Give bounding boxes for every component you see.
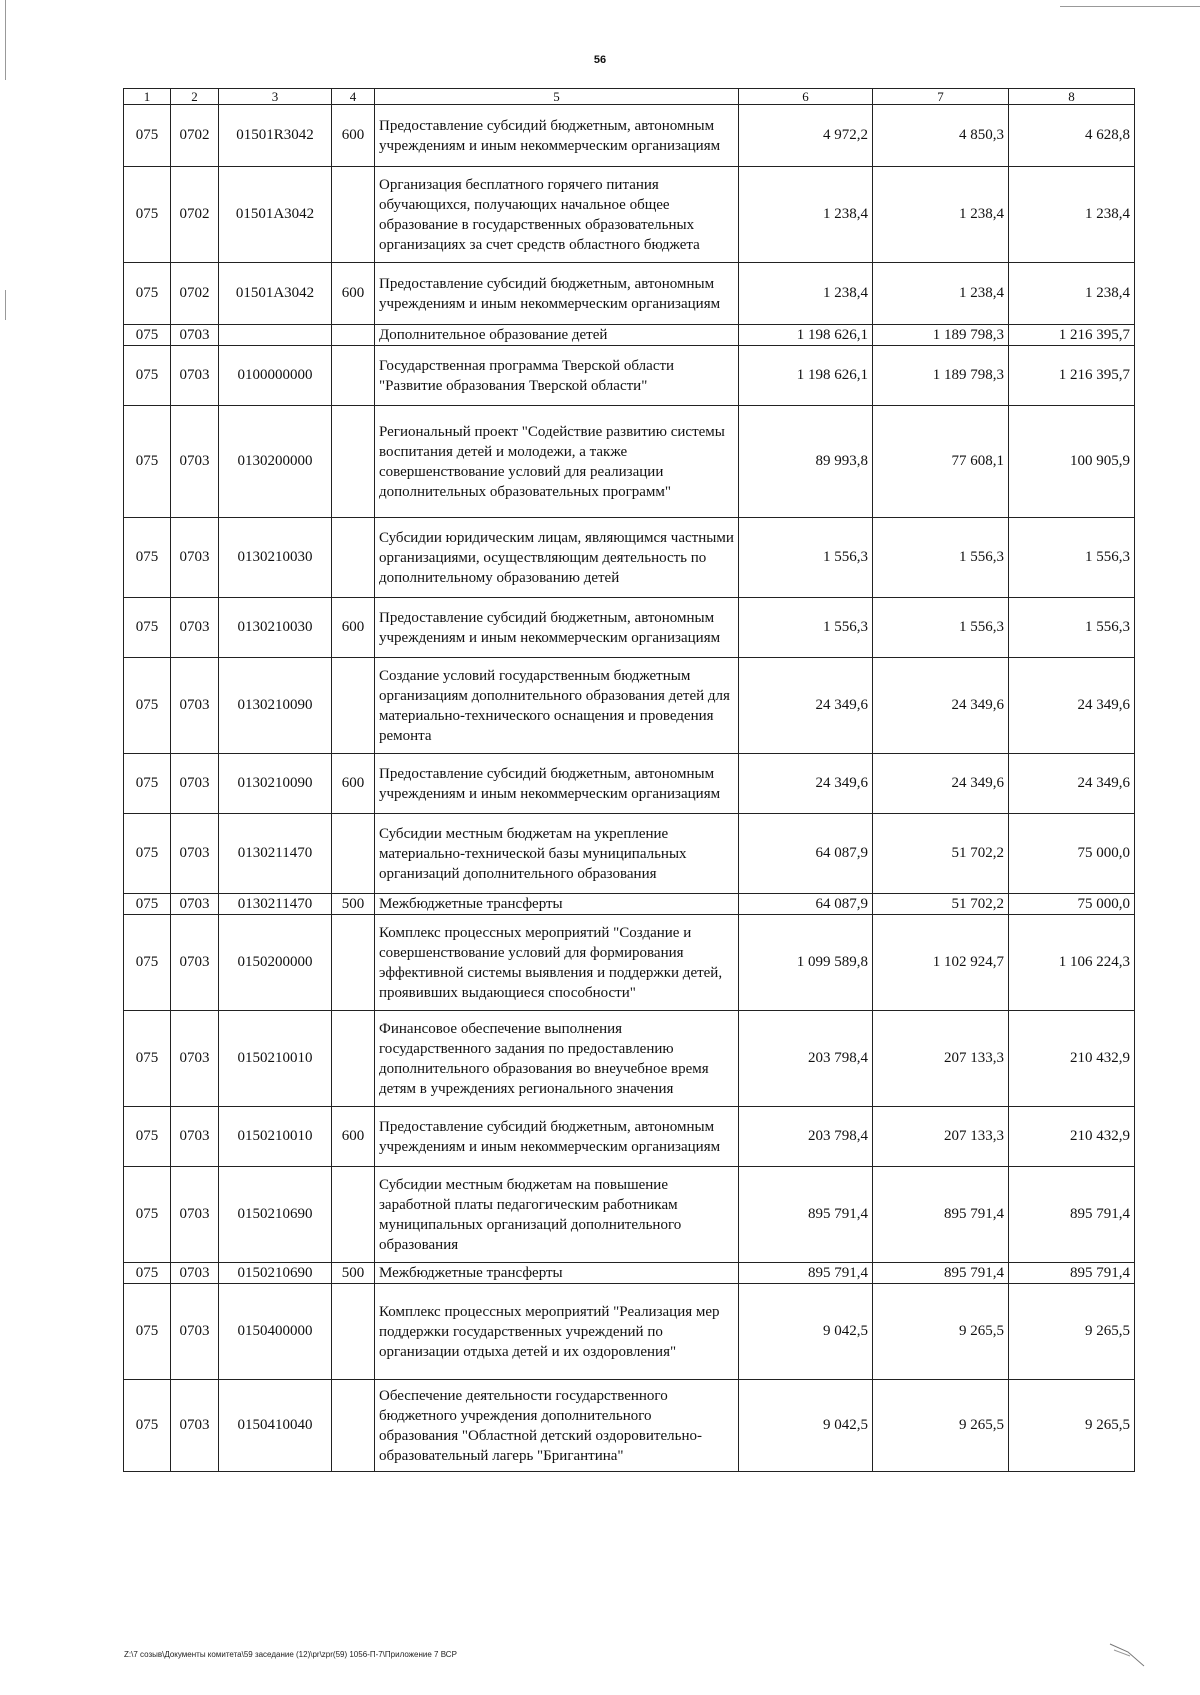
amount-2024-cell: 203 798,4 <box>739 1011 873 1107</box>
amount-2024-cell: 1 238,4 <box>739 167 873 263</box>
column-number-row <box>124 89 1135 105</box>
budget-table <box>123 88 1135 1472</box>
expense-type-cell: 600 <box>332 754 375 814</box>
description-cell: Государственная программа Тверской области "Развитие образования Тверской области" <box>375 346 739 406</box>
description-cell: Предоставление субсидий бюджетным, автономным учреждениям и иным некоммерческим организациям <box>375 1107 739 1167</box>
expense-type-cell <box>332 518 375 598</box>
table-row <box>124 658 1135 754</box>
table-row <box>124 406 1135 518</box>
amount-2026-cell: 9 265,5 <box>1009 1380 1135 1472</box>
amount-2024-cell: 895 791,4 <box>739 1167 873 1263</box>
target-article-cell: 0130211470 <box>219 814 332 894</box>
description-cell: Субсидии местным бюджетам на повышение заработной платы педагогическим работникам муниципальных организаций дополнительного образования <box>375 1167 739 1263</box>
table-row <box>124 167 1135 263</box>
description-cell: Межбюджетные трансферты <box>375 1263 739 1284</box>
target-article-cell: 0130200000 <box>219 406 332 518</box>
table-row <box>124 263 1135 325</box>
section-code-cell: 0703 <box>171 1380 219 1472</box>
expense-type-cell: 600 <box>332 598 375 658</box>
admin-code-cell: 075 <box>124 658 171 754</box>
description-cell: Предоставление субсидий бюджетным, автономным учреждениям и иным некоммерческим организациям <box>375 263 739 325</box>
amount-2026-cell: 1 556,3 <box>1009 598 1135 658</box>
amount-2026-cell: 1 238,4 <box>1009 263 1135 325</box>
admin-code-cell: 075 <box>124 1011 171 1107</box>
target-article-cell: 01501A3042 <box>219 263 332 325</box>
amount-2024-cell: 1 238,4 <box>739 263 873 325</box>
amount-2026-cell: 1 216 395,7 <box>1009 346 1135 406</box>
description-cell: Комплекс процессных мероприятий "Реализация мер поддержки государственных учреждений по организации отдыха детей и их оздоровления" <box>375 1284 739 1380</box>
amount-2025-cell: 24 349,6 <box>873 754 1009 814</box>
table-row <box>124 915 1135 1011</box>
amount-2024-cell: 24 349,6 <box>739 754 873 814</box>
admin-code-cell: 075 <box>124 406 171 518</box>
description-cell: Организация бесплатного горячего питания обучающихся, получающих начальное общее образование в государственных образовательных организациях за счет средств областного бюджета <box>375 167 739 263</box>
section-code-cell: 0703 <box>171 1107 219 1167</box>
table-row <box>124 325 1135 346</box>
column-header: 1 <box>124 89 171 105</box>
table-row <box>124 814 1135 894</box>
amount-2025-cell: 4 850,3 <box>873 105 1009 167</box>
description-cell: Предоставление субсидий бюджетным, автономным учреждениям и иным некоммерческим организациям <box>375 105 739 167</box>
amount-2026-cell: 75 000,0 <box>1009 894 1135 915</box>
expense-type-cell <box>332 1011 375 1107</box>
description-cell: Межбюджетные трансферты <box>375 894 739 915</box>
amount-2026-cell: 75 000,0 <box>1009 814 1135 894</box>
section-code-cell: 0703 <box>171 1263 219 1284</box>
amount-2024-cell: 1 099 589,8 <box>739 915 873 1011</box>
amount-2025-cell: 1 102 924,7 <box>873 915 1009 1011</box>
section-code-cell: 0703 <box>171 894 219 915</box>
table-row <box>124 1284 1135 1380</box>
amount-2024-cell: 64 087,9 <box>739 814 873 894</box>
amount-2024-cell: 1 198 626,1 <box>739 325 873 346</box>
section-code-cell: 0702 <box>171 105 219 167</box>
admin-code-cell: 075 <box>124 518 171 598</box>
amount-2026-cell: 9 265,5 <box>1009 1284 1135 1380</box>
table-row <box>124 1167 1135 1263</box>
amount-2025-cell: 207 133,3 <box>873 1011 1009 1107</box>
amount-2026-cell: 1 238,4 <box>1009 167 1135 263</box>
column-header: 6 <box>739 89 873 105</box>
expense-type-cell <box>332 167 375 263</box>
column-header: 5 <box>375 89 739 105</box>
expense-type-cell <box>332 406 375 518</box>
amount-2025-cell: 1 189 798,3 <box>873 346 1009 406</box>
amount-2025-cell: 1 556,3 <box>873 518 1009 598</box>
target-article-cell: 01501R3042 <box>219 105 332 167</box>
section-code-cell: 0703 <box>171 1167 219 1263</box>
table-row <box>124 754 1135 814</box>
description-cell: Дополнительное образование детей <box>375 325 739 346</box>
description-cell: Создание условий государственным бюджетным организациям дополнительного образования детей для материально-технического оснащения и проведения ремонта <box>375 658 739 754</box>
admin-code-cell: 075 <box>124 1167 171 1263</box>
table-row <box>124 1380 1135 1472</box>
column-header: 3 <box>219 89 332 105</box>
amount-2025-cell: 51 702,2 <box>873 814 1009 894</box>
description-cell: Субсидии юридическим лицам, являющимся частными организациями, осуществляющим деятельность по дополнительному образованию детей <box>375 518 739 598</box>
expense-type-cell <box>332 658 375 754</box>
target-article-cell: 0150210690 <box>219 1263 332 1284</box>
section-code-cell: 0703 <box>171 1284 219 1380</box>
target-article-cell: 0150210010 <box>219 1011 332 1107</box>
expense-type-cell: 500 <box>332 1263 375 1284</box>
scan-edge-line <box>5 290 6 320</box>
table-row <box>124 346 1135 406</box>
amount-2025-cell: 51 702,2 <box>873 894 1009 915</box>
admin-code-cell: 075 <box>124 894 171 915</box>
section-code-cell: 0703 <box>171 658 219 754</box>
description-cell: Субсидии местным бюджетам на укрепление материально-технической базы муниципальных организаций дополнительного образования <box>375 814 739 894</box>
expense-type-cell <box>332 915 375 1011</box>
section-code-cell: 0703 <box>171 814 219 894</box>
target-article-cell: 0130210090 <box>219 658 332 754</box>
column-header: 7 <box>873 89 1009 105</box>
amount-2025-cell: 895 791,4 <box>873 1263 1009 1284</box>
expense-type-cell <box>332 1380 375 1472</box>
amount-2026-cell: 1 216 395,7 <box>1009 325 1135 346</box>
amount-2025-cell: 1 238,4 <box>873 167 1009 263</box>
amount-2024-cell: 1 556,3 <box>739 598 873 658</box>
amount-2026-cell: 895 791,4 <box>1009 1167 1135 1263</box>
amount-2025-cell: 77 608,1 <box>873 406 1009 518</box>
section-code-cell: 0703 <box>171 1011 219 1107</box>
table-row <box>124 518 1135 598</box>
scan-edge-line <box>5 0 6 80</box>
expense-type-cell <box>332 346 375 406</box>
expense-type-cell: 500 <box>332 894 375 915</box>
amount-2026-cell: 895 791,4 <box>1009 1263 1135 1284</box>
section-code-cell: 0703 <box>171 325 219 346</box>
admin-code-cell: 075 <box>124 105 171 167</box>
target-article-cell: 0150210010 <box>219 1107 332 1167</box>
description-cell: Обеспечение деятельности государственного бюджетного учреждения дополнительного образования "Областной детский оздоровительно-образовательный лагерь "Бригантина" <box>375 1380 739 1472</box>
admin-code-cell: 075 <box>124 754 171 814</box>
amount-2026-cell: 24 349,6 <box>1009 658 1135 754</box>
amount-2025-cell: 207 133,3 <box>873 1107 1009 1167</box>
target-article-cell: 01501A3042 <box>219 167 332 263</box>
description-cell: Региональный проект "Содействие развитию системы воспитания детей и молодежи, а также совершенствование условий для реализации дополнительных образовательных программ" <box>375 406 739 518</box>
description-cell: Предоставление субсидий бюджетным, автономным учреждениям и иным некоммерческим организациям <box>375 754 739 814</box>
section-code-cell: 0703 <box>171 346 219 406</box>
section-code-cell: 0702 <box>171 263 219 325</box>
table-row <box>124 894 1135 915</box>
target-article-cell: 0150410040 <box>219 1380 332 1472</box>
amount-2025-cell: 9 265,5 <box>873 1380 1009 1472</box>
expense-type-cell: 600 <box>332 1107 375 1167</box>
target-article-cell: 0130210090 <box>219 754 332 814</box>
table-row <box>124 1011 1135 1107</box>
target-article-cell: 0100000000 <box>219 346 332 406</box>
amount-2026-cell: 4 628,8 <box>1009 105 1135 167</box>
expense-type-cell: 600 <box>332 105 375 167</box>
table-body <box>124 105 1135 1472</box>
amount-2026-cell: 210 432,9 <box>1009 1011 1135 1107</box>
target-article-cell: 0150200000 <box>219 915 332 1011</box>
amount-2025-cell: 1 556,3 <box>873 598 1009 658</box>
description-cell: Предоставление субсидий бюджетным, автономным учреждениям и иным некоммерческим организациям <box>375 598 739 658</box>
amount-2024-cell: 9 042,5 <box>739 1380 873 1472</box>
target-article-cell: 0150210690 <box>219 1167 332 1263</box>
scan-corner-mark <box>1108 1640 1148 1670</box>
expense-type-cell <box>332 325 375 346</box>
section-code-cell: 0703 <box>171 754 219 814</box>
target-article-cell: 0150400000 <box>219 1284 332 1380</box>
amount-2025-cell: 9 265,5 <box>873 1284 1009 1380</box>
amount-2025-cell: 1 189 798,3 <box>873 325 1009 346</box>
section-code-cell: 0703 <box>171 406 219 518</box>
amount-2025-cell: 24 349,6 <box>873 658 1009 754</box>
expense-type-cell: 600 <box>332 263 375 325</box>
column-header: 8 <box>1009 89 1135 105</box>
admin-code-cell: 075 <box>124 1284 171 1380</box>
amount-2024-cell: 24 349,6 <box>739 658 873 754</box>
description-cell: Финансовое обеспечение выполнения государственного задания по предоставлению дополнительного образования во внеучебное время детям в учреждениях регионального значения <box>375 1011 739 1107</box>
amount-2024-cell: 895 791,4 <box>739 1263 873 1284</box>
target-article-cell: 0130211470 <box>219 894 332 915</box>
amount-2026-cell: 210 432,9 <box>1009 1107 1135 1167</box>
description-cell: Комплекс процессных мероприятий "Создание и совершенствование условий для формирования эффективной системы выявления и поддержки детей, проявивших выдающиеся способности" <box>375 915 739 1011</box>
amount-2024-cell: 9 042,5 <box>739 1284 873 1380</box>
admin-code-cell: 075 <box>124 915 171 1011</box>
column-header: 2 <box>171 89 219 105</box>
amount-2024-cell: 203 798,4 <box>739 1107 873 1167</box>
target-article-cell: 0130210030 <box>219 598 332 658</box>
admin-code-cell: 075 <box>124 167 171 263</box>
target-article-cell <box>219 325 332 346</box>
amount-2024-cell: 4 972,2 <box>739 105 873 167</box>
admin-code-cell: 075 <box>124 263 171 325</box>
admin-code-cell: 075 <box>124 1107 171 1167</box>
expense-type-cell <box>332 1167 375 1263</box>
table-row <box>124 1107 1135 1167</box>
amount-2026-cell: 1 106 224,3 <box>1009 915 1135 1011</box>
admin-code-cell: 075 <box>124 346 171 406</box>
expense-type-cell <box>332 1284 375 1380</box>
expense-type-cell <box>332 814 375 894</box>
admin-code-cell: 075 <box>124 598 171 658</box>
amount-2024-cell: 64 087,9 <box>739 894 873 915</box>
amount-2026-cell: 24 349,6 <box>1009 754 1135 814</box>
amount-2025-cell: 895 791,4 <box>873 1167 1009 1263</box>
admin-code-cell: 075 <box>124 814 171 894</box>
page-number: 56 <box>593 54 607 66</box>
amount-2024-cell: 1 198 626,1 <box>739 346 873 406</box>
table-row <box>124 598 1135 658</box>
amount-2026-cell: 100 905,9 <box>1009 406 1135 518</box>
section-code-cell: 0702 <box>171 167 219 263</box>
table-row <box>124 105 1135 167</box>
amount-2024-cell: 89 993,8 <box>739 406 873 518</box>
amount-2025-cell: 1 238,4 <box>873 263 1009 325</box>
section-code-cell: 0703 <box>171 598 219 658</box>
scan-edge-line <box>1060 6 1200 7</box>
admin-code-cell: 075 <box>124 1263 171 1284</box>
section-code-cell: 0703 <box>171 518 219 598</box>
target-article-cell: 0130210030 <box>219 518 332 598</box>
amount-2024-cell: 1 556,3 <box>739 518 873 598</box>
table-row <box>124 1263 1135 1284</box>
footer-file-path: Z:\7 созыв\Документы комитета\59 заседание (12)\pr\zpr(59) 1056-П-7\Приложение 7 ВСР <box>124 1650 457 1659</box>
admin-code-cell: 075 <box>124 1380 171 1472</box>
section-code-cell: 0703 <box>171 915 219 1011</box>
admin-code-cell: 075 <box>124 325 171 346</box>
column-header: 4 <box>332 89 375 105</box>
amount-2026-cell: 1 556,3 <box>1009 518 1135 598</box>
